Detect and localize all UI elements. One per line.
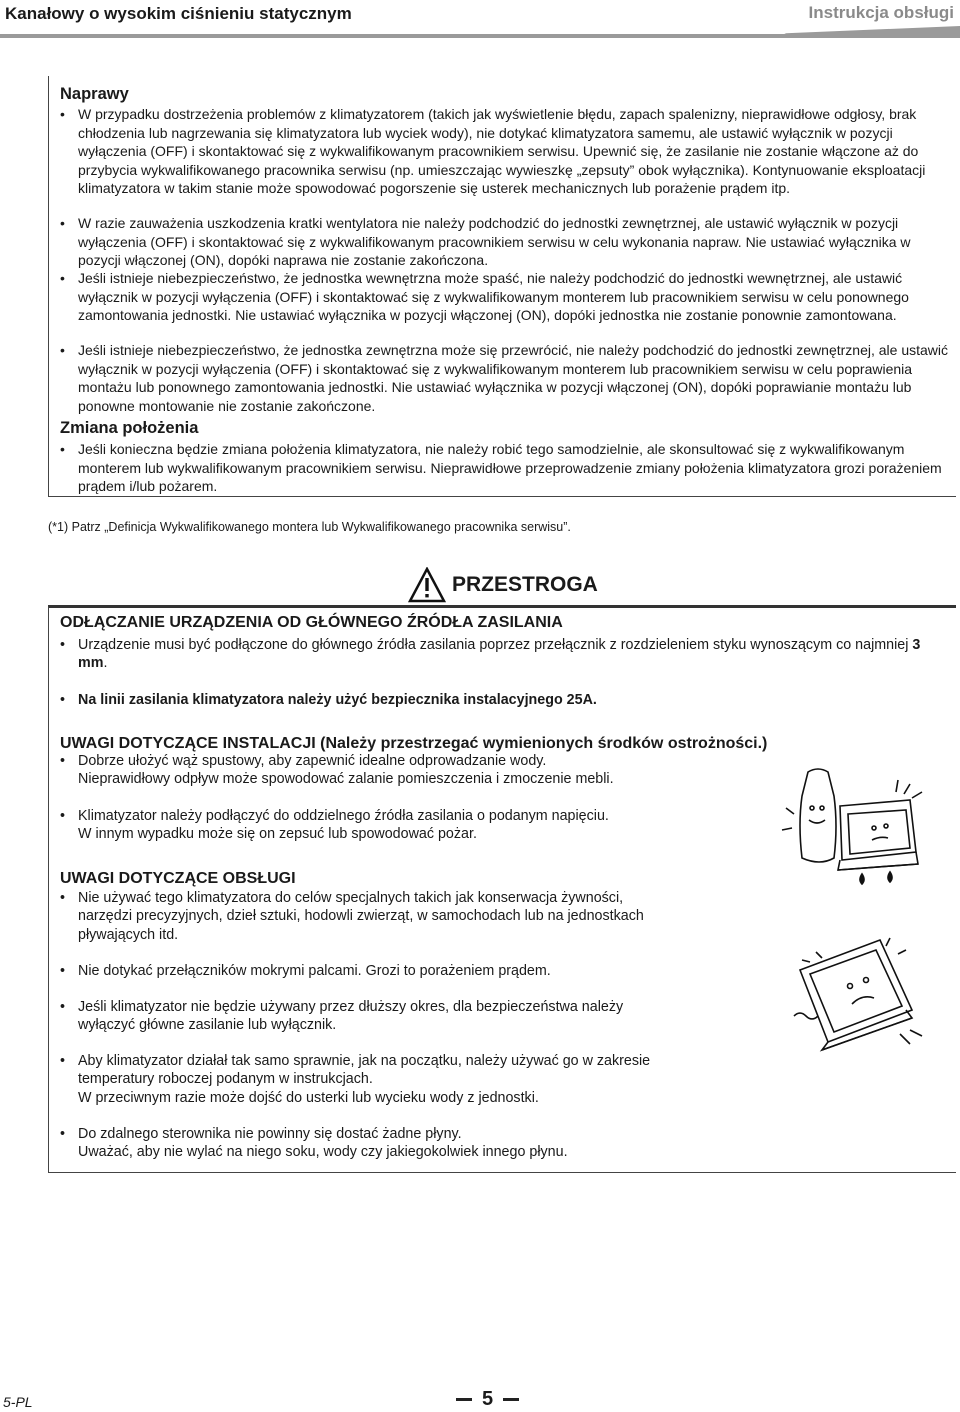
installation-item: • Klimatyzator należy podłączyć do oddzielnego źródła zasilania o podanym napięciu. W innym wypadku może się on zepsuć lub spowodować pożar. (60, 808, 609, 843)
bullet: • (60, 753, 66, 769)
section-heading-relocation: Zmiana położenia (60, 419, 199, 437)
operation-item: • Do zdalnego sterownika nie powinny się dostać żadne płyny. Uważać, aby nie wylać na niego soku, wody czy jakiegokolwiek innego płynu. (60, 1126, 568, 1161)
header-rule (0, 34, 960, 38)
operation-item: • Nie używać tego klimatyzatora do celów specjalnych takich jak konserwacja żywności, narzędzi precyzyjnych, dzieł sztuki, hodowli zwierząt, w samochodach lub na jednostkach pływających itd. (60, 890, 644, 943)
dash-decoration (503, 1398, 519, 1401)
relocation-item: • Jeśli konieczna będzie zmiana położenia klimatyzatora, nie należy robić tego samodzielnie, ale skonsultować się z wykwalifikowanym monterem lub wykwalifikowanym pracownikiem serwisu. Nieprawidłowe przeprowadzenie zmiany położenia klimatyzatora grozi porażeniem prądem i/lub pożarem. (60, 441, 942, 495)
cartoon-electric-shock-illustration (780, 930, 930, 1054)
section-heading-disconnect: ODŁĄCZANIE URZĄDZENIA OD GŁÓWNEGO ŹRÓDŁA ZASILANIA (60, 614, 563, 631)
section-heading-repairs: Naprawy (60, 85, 129, 103)
caution-label: PRZESTROGA (452, 573, 598, 596)
page-number: 5 (456, 1388, 519, 1411)
bullet: • (60, 637, 66, 653)
bullet: • (60, 1053, 66, 1069)
repairs-item: • W razie zauważenia uszkodzenia kratki wentylatora nie należy podchodzić do jednostki zewnętrznej, ale ustawić wyłącznik w pozycji wyłączenia (OFF) i skontaktować się z wykwalifikowanym pracownikiem serwisu w celu wykonania napraw. Nie ustawiać wyłącznika w pozycji włączonej (ON), dopóki naprawa nie zostanie zakończona. (60, 215, 911, 269)
warning-triangle-icon (408, 567, 446, 603)
page-code: 5-PL (3, 1394, 33, 1410)
operation-item: • Nie dotykać przełączników mokrymi palcami. Grozi to porażeniem prądem. (60, 963, 551, 979)
repairs-item: • Jeśli istnieje niebezpieczeństwo, że jednostka zewnętrzna może się przewrócić, nie należy podchodzić do jednostki zewnętrznej, ale ustawić wyłącznik w pozycji wyłączenia (OFF) i skontaktować się z wykwalifikowanym monterem lub pracownikiem serwisu w celu poprawienia montażu lub ponownego zamontowania jednostki. Nie ustawiać wyłącznika w pozycji włączonej (ON), dopóki poprawianie montażu lub ponowne montowanie nie zostanie zakończone. (60, 342, 949, 414)
footnote: (*1) Patrz „Definicja Wykwalifikowanego montera lub Wykwalifikowanego pracownika serwisu”. (48, 520, 571, 534)
bullet: • (60, 270, 65, 286)
bullet: • (60, 692, 66, 708)
caution-header (408, 566, 598, 604)
bullet: • (60, 963, 66, 979)
bullet: • (60, 441, 65, 457)
installation-item: • Dobrze ułożyć wąż spustowy, aby zapewnić idealne odprowadzanie wody. Nieprawidłowy odpływ może spowodować zalanie pomieszczenia i zmoczenie mebli. (60, 753, 614, 788)
bullet: • (60, 808, 66, 824)
bullet: • (60, 342, 65, 358)
section-heading-operation: UWAGI DOTYCZĄCE OBSŁUGI (60, 870, 296, 887)
disconnect-item: • Urządzenie musi być podłączone do głównego źródła zasilania poprzez przełącznik z rozdzieleniem styku wynoszącym co najmniej 3 mm. (60, 637, 921, 672)
operation-item: • Aby klimatyzator działał tak samo sprawnie, jak na początku, należy używać go w zakresie temperatury roboczej podanym w instrukcjach. W przeciwnym razie może dojść do usterki lub wycieku wody z jednostki. (60, 1053, 651, 1106)
disconnect-item: • Na linii zasilania klimatyzatora należy użyć bezpiecznika instalacyjnego 25A. (60, 692, 597, 708)
cartoon-flooded-unit-illustration (778, 764, 928, 888)
bullet: • (60, 215, 65, 231)
operation-item: • Jeśli klimatyzator nie będzie używany przez dłuższy okres, dla bezpieczeństwa należy wyłączyć główne zasilanie lub wyłącznik. (60, 999, 624, 1034)
header-doc-type: Instrukcja obsługi (808, 3, 954, 22)
section-heading-installation: UWAGI DOTYCZĄCE INSTALACJI (Należy przestrzegać wymienionych środków ostrożności.) (60, 735, 768, 752)
bullet: • (60, 890, 66, 906)
bullet: • (60, 106, 65, 122)
header-title: Kanałowy o wysokim ciśnieniu statycznym (5, 4, 352, 23)
bullet: • (60, 999, 66, 1015)
repairs-item: • W przypadku dostrzeżenia problemów z klimatyzatorem (takich jak wyświetlenie błędu, zapach spalenizny, nieprawidłowe odgłosy, brak chłodzenia lub nagrzewania się klimatyzatora lub wyciek wody), nie dotykać klimatyzatora samemu, ale ustawić wyłącznik w pozycji wyłączenia (OFF) i skontaktować się z wykwalifikowanym pracownikiem serwisu. Upewnić się, że zasilanie nie zostanie włączone aż do przybycia wykwalifikowanego pracownika serwisu (np. umieszczając wywieszkę „zepsuty” obok wyłącznika). Kontynuowanie eksploatacji klimatyzatora w takim stanie może spowodować pogorszenie się usterek mechanicznych lub porażenie prądem itp. (60, 106, 926, 197)
bullet: • (60, 1126, 66, 1142)
repairs-item: • Jeśli istnieje niebezpieczeństwo, że jednostka wewnętrzna może spaść, nie należy podchodzić do jednostki wewnętrznej, ale ustawić wyłącznik w pozycji wyłączenia (OFF) i skontaktować się z wykwalifikowanym monterem lub pracownikiem serwisu w celu ponownego zamontowania jednostki. Nie ustawiać wyłącznika w pozycji włączonej (ON), dopóki jednostka nie zostanie ponownie zamontowana. (60, 270, 909, 324)
dash-decoration (456, 1398, 472, 1401)
